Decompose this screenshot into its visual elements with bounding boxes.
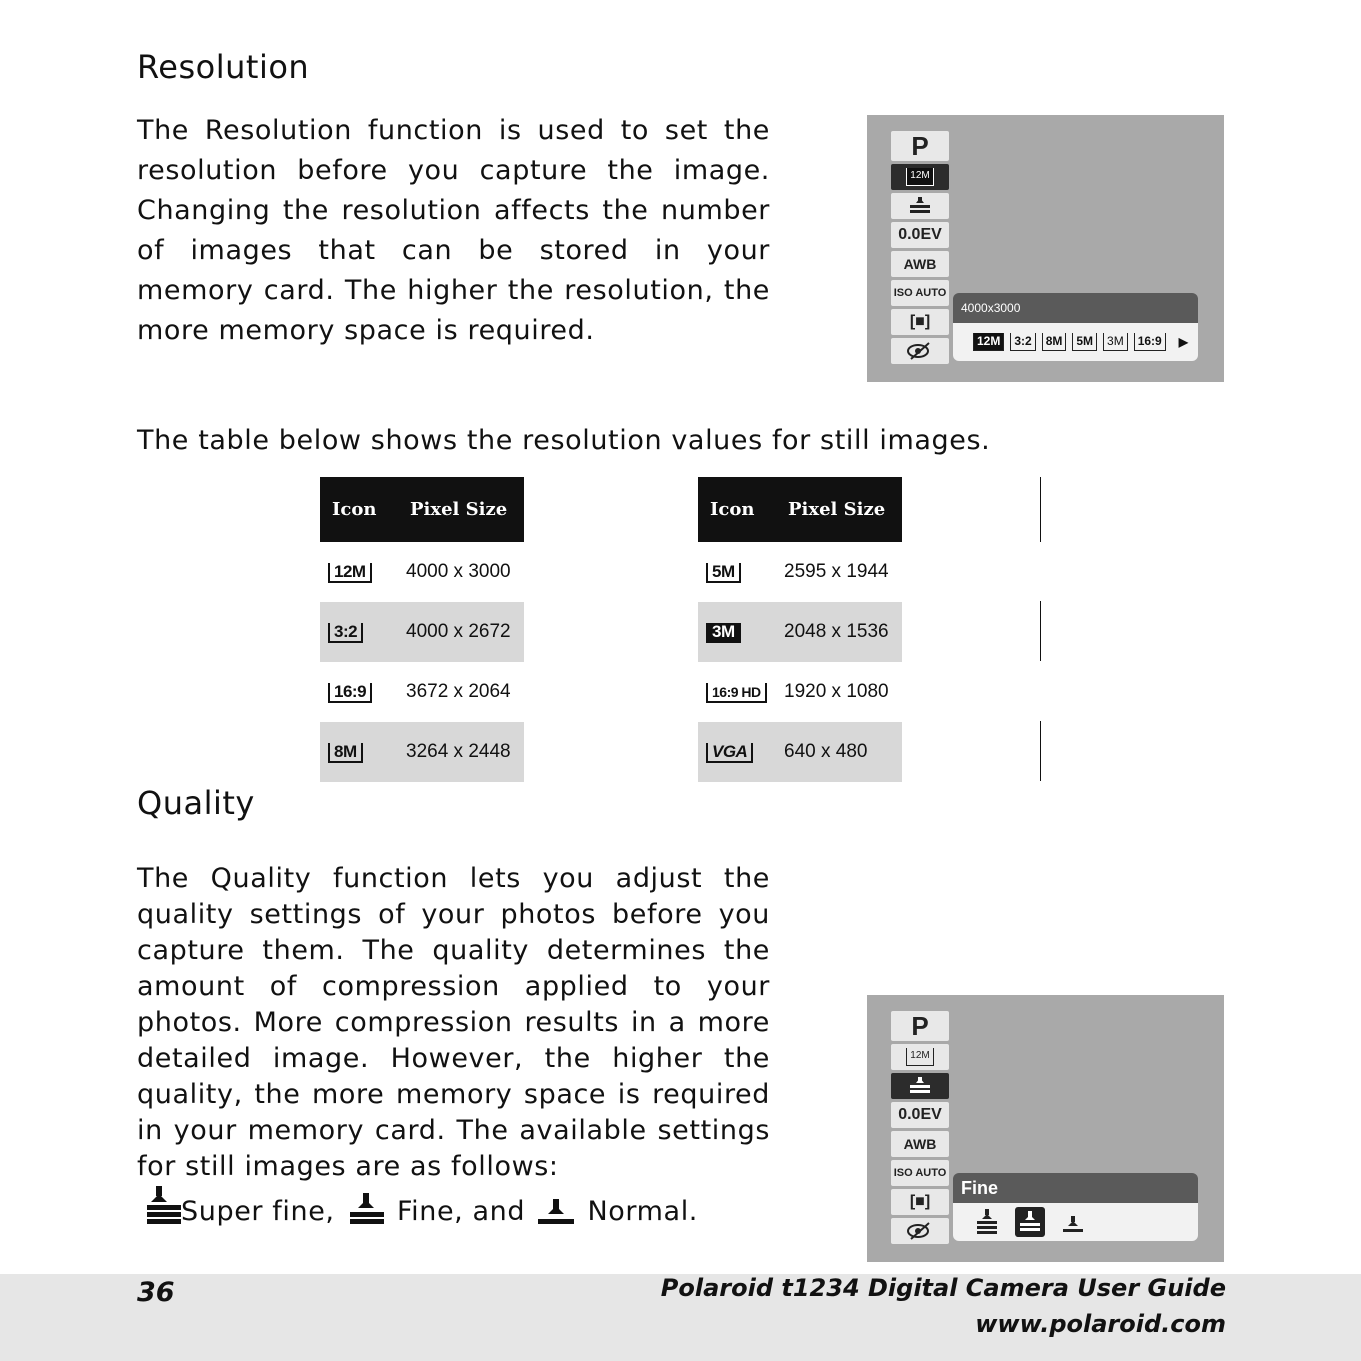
quality-popup (953, 1173, 1198, 1241)
divider (1040, 477, 1041, 542)
resolution-heading: Resolution (137, 48, 310, 86)
fine-option-icon[interactable] (1015, 1207, 1045, 1237)
menu-iso: ISO AUTO (891, 280, 949, 306)
menu-resolution: 12M (891, 164, 949, 190)
menu-ev: 0.0EV (891, 1102, 949, 1128)
fine-label: Fine, and (387, 1196, 526, 1227)
right-arrow-icon[interactable]: ▶ (1178, 335, 1188, 349)
footer-title: Polaroid t1234 Digital Camera User Guide (660, 1274, 1226, 1302)
face-detect-icon (891, 1218, 949, 1244)
resolution-table-right (698, 477, 902, 782)
quality-paragraph: The Quality function lets you adjust the quality settings of your photos before you capture them. The quality determines the amount of compression applied to your photos. More compression results in a more detailed image. However, the higher the quality, the more memory space is required in your memory card. The available settings for still images are as follows: (137, 863, 770, 1182)
popup-title: Fine (953, 1173, 1198, 1203)
menu-awb: AWB (891, 1131, 949, 1157)
table-row: 16:9 3672 x 2064 (320, 662, 524, 722)
mode-p: P (891, 131, 949, 161)
table-row: 16:9 HD 1920 x 1080 (698, 662, 902, 722)
menu-metering: [■] (891, 309, 949, 335)
option-3m[interactable]: 3M (1103, 333, 1128, 351)
popup-title: 4000x3000 (953, 293, 1198, 323)
option-12m[interactable]: 12M (973, 333, 1004, 351)
divider (1040, 721, 1041, 781)
page-number: 36 (137, 1277, 175, 1308)
menu-iso: ISO AUTO (891, 1160, 949, 1186)
option-3-2[interactable]: 3:2 (1010, 333, 1035, 351)
option-16-9[interactable]: 16:9 (1134, 333, 1166, 351)
super-fine-icon (137, 1186, 181, 1226)
mode-p: P (891, 1011, 949, 1041)
normal-label: Normal. (578, 1196, 698, 1227)
option-5m[interactable]: 5M (1072, 333, 1097, 351)
resolution-options (953, 323, 1198, 361)
footer-url[interactable]: www.polaroid.com (975, 1310, 1226, 1338)
super-fine-option-icon[interactable] (973, 1209, 1001, 1235)
camera-screen-resolution (867, 115, 1224, 382)
table-row: 3M 2048 x 1536 (698, 602, 902, 662)
table-row: 5M 2595 x 1944 (698, 542, 902, 602)
menu-metering: [■] (891, 1189, 949, 1215)
resolution-popup (953, 293, 1198, 361)
camera-screen-quality (867, 995, 1224, 1262)
table-header: Icon Pixel Size (698, 477, 902, 542)
super-fine-label: Super fine, (181, 1196, 335, 1227)
table-intro: The table below shows the resolution values for still images. (137, 425, 991, 456)
option-8m[interactable]: 8M (1042, 333, 1067, 351)
normal-option-icon[interactable] (1059, 1209, 1087, 1235)
table-row: VGA 640 x 480 (698, 722, 902, 782)
menu-resolution: 12M (891, 1044, 949, 1070)
table-row: 8M 3264 x 2448 (320, 722, 524, 782)
quality-options (953, 1203, 1198, 1241)
quality-heading: Quality (137, 784, 255, 822)
camera-menu (891, 1011, 949, 1247)
face-detect-icon (891, 338, 949, 364)
menu-ev: 0.0EV (891, 222, 949, 248)
menu-awb: AWB (891, 251, 949, 277)
quality-icon (891, 193, 949, 219)
table-row: 12M 4000 x 3000 (320, 542, 524, 602)
divider (1040, 601, 1041, 661)
camera-menu (891, 131, 949, 367)
resolution-table-left (320, 477, 524, 782)
quality-icon (891, 1073, 949, 1099)
table-header: Icon Pixel Size (320, 477, 524, 542)
fine-icon (344, 1186, 388, 1226)
table-row: 3:2 4000 x 2672 (320, 602, 524, 662)
normal-icon (534, 1186, 578, 1226)
resolution-paragraph: The Resolution function is used to set the resolution before you capture the image. Changing the resolution affects the number of images that can be stored in your memory card. The higher the resolution, the more memory space is required. (137, 115, 770, 346)
quality-settings-line (137, 1186, 698, 1227)
